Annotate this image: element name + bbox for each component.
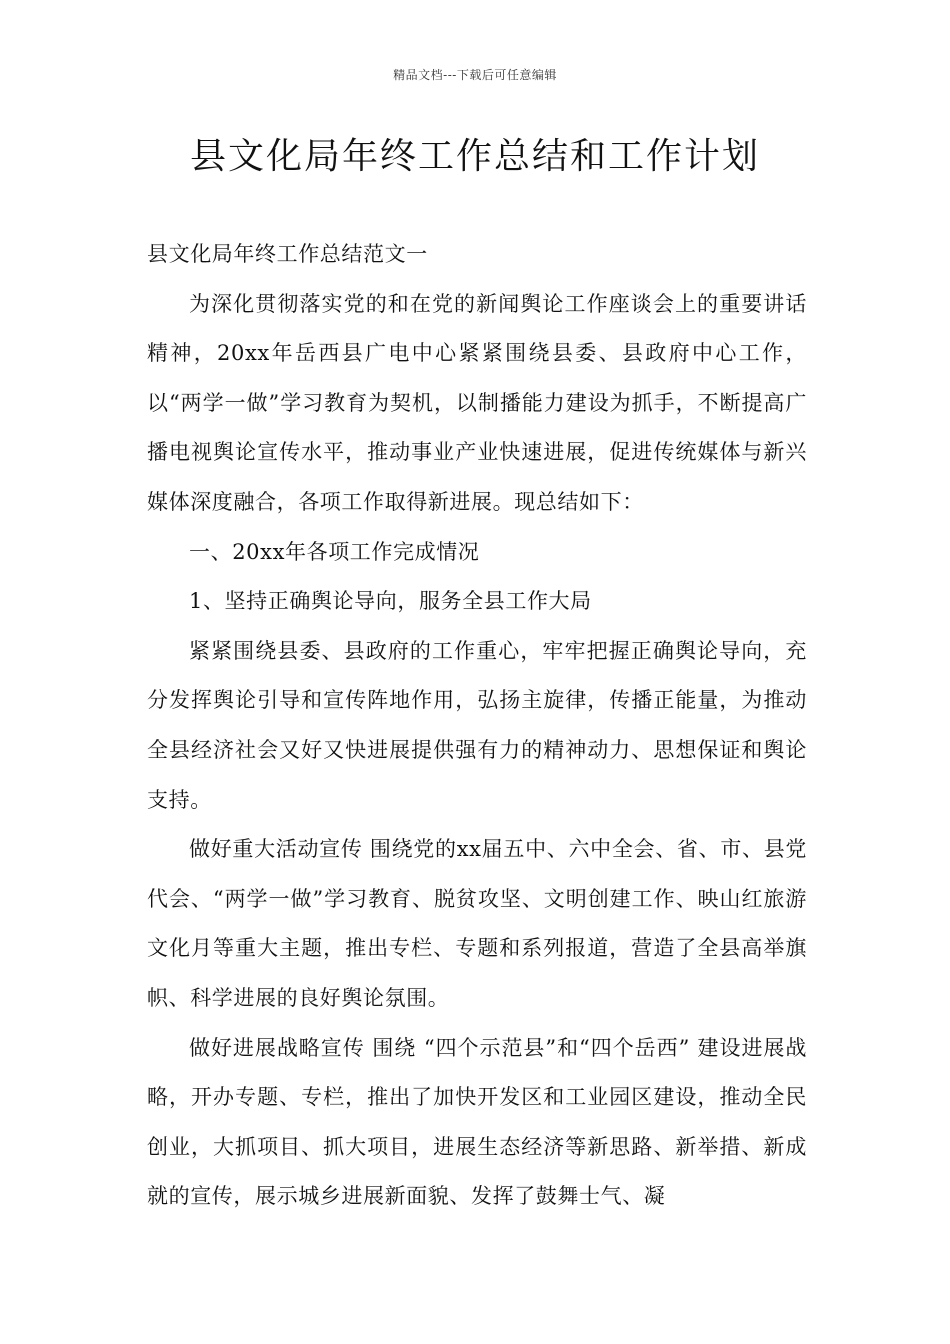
paragraph-subheading-1: 1、坚持正确舆论导向，服务全县工作大局 bbox=[189, 589, 592, 614]
paragraph-body-3: 做好进展战略宣传 围绕 “四个示范县”和“四个岳西” 建设进展战略，开办专题、专栏，推出了加快开发区和工业园区建设，推动全民创业，大抓项目、抓大项目，进展生态经济等新思路、新举措、新成就的宣传，展示城乡进展新面貌、发挥了鼓舞士气、凝 bbox=[147, 1035, 807, 1209]
section-heading: 县文化局年终工作总结范文一 bbox=[147, 242, 428, 266]
paragraph-intro: 为深化贯彻落实党的和在党的新闻舆论工作座谈会上的重要讲话精神，20xx年岳西县广电中心紧紧围绕县委、县政府中心工作，以“两学一做”学习教育为契机，以制播能力建设为抓手，不断提高广播电视舆论宣传水平，推动事业产业快速进展，促进传统媒体与新兴媒体深度融合，各项工作取得新进展。现总结如下： bbox=[147, 291, 807, 514]
document-title: 县文化局年终工作总结和工作计划 bbox=[189, 136, 760, 177]
paragraph-heading-1: 一、20xx年各项工作完成情况 bbox=[189, 539, 480, 564]
document-body bbox=[147, 230, 807, 1222]
header-note: 精品文档---下载后可任意编辑 bbox=[393, 68, 557, 82]
paragraph-body-2: 做好重大活动宣传 围绕党的xx届五中、六中全会、省、市、县党代会、“两学一做”学习教育、脱贫攻坚、文明创建工作、映山红旅游文化月等重大主题，推出专栏、专题和系列报道，营造了全县高举旗帜、科学进展的良好舆论氛围。 bbox=[147, 837, 807, 1010]
paragraph-body-1: 紧紧围绕县委、县政府的工作重心，牢牢把握正确舆论导向，充分发挥舆论引导和宣传阵地作用，弘扬主旋律，传播正能量，为推动全县经济社会又好又快进展提供强有力的精神动力、思想保证和舆论支持。 bbox=[147, 638, 807, 812]
